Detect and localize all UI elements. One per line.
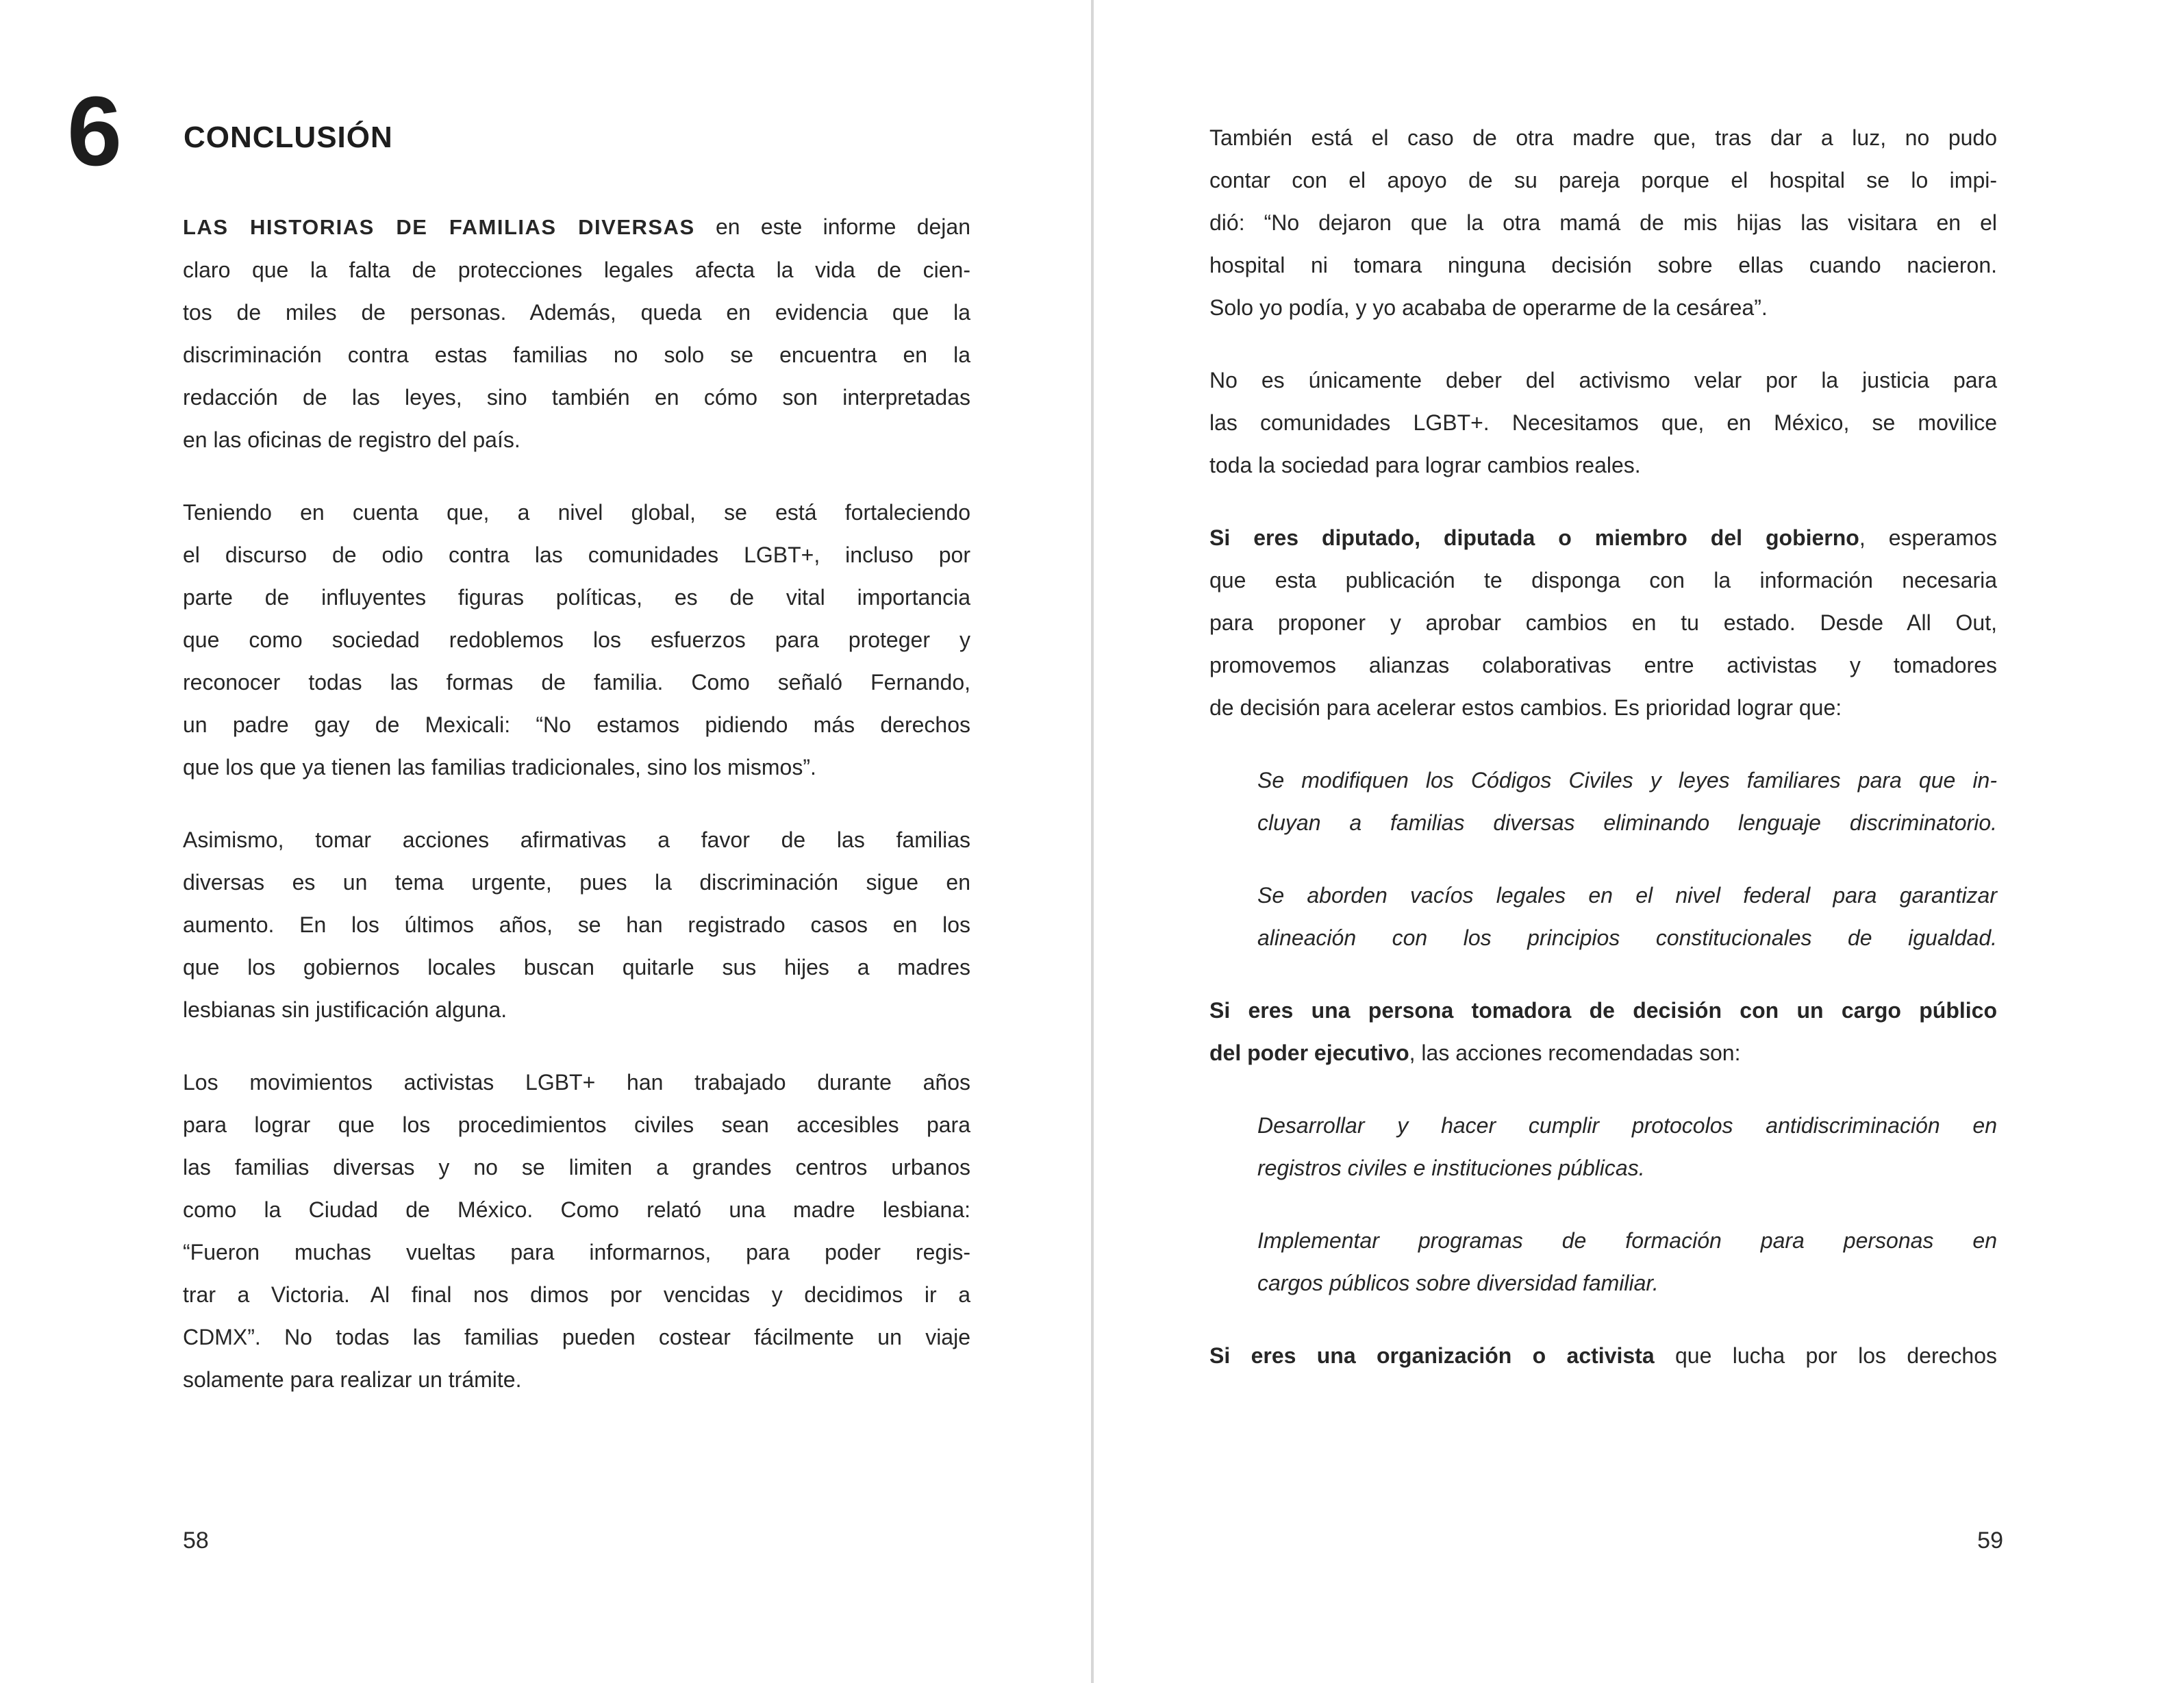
text-line: un padre gay de Mexicali: “No estamos pidiendo más derechos [183, 712, 970, 737]
text-line: Solo yo podía, y yo acababa de operarme de la cesárea”. [1209, 295, 1768, 320]
text-line: También está el caso de otra madre que, tras dar a luz, no pudo [1209, 125, 1997, 150]
text-line: solamente para realizar un trámite. [183, 1367, 522, 1392]
text-line: las familias diversas y no se limiten a grandes centros urbanos [183, 1155, 970, 1180]
text-line: el discurso de odio contra las comunidades LGBT+, incluso por [183, 543, 970, 567]
text-line: parte de influyentes figuras políticas, es de vital importancia [183, 585, 970, 610]
text-line: alineación con los principios constitucionales de igualdad. [1257, 925, 1997, 950]
page-number-left: 58 [183, 1528, 209, 1554]
left-text-column [183, 205, 970, 1431]
recommendation-item [1209, 874, 1997, 959]
paragraph-lead: Si eres una persona tomadora de decisión con un cargo público [1209, 998, 1997, 1023]
text-run: , las acciones recomendadas son: [1409, 1040, 1741, 1065]
text-line: claro que la falta de protecciones legales afecta la vida de cien- [183, 258, 970, 282]
text-line: hospital ni tomara ninguna decisión sobre ellas cuando nacieron. [1209, 253, 1997, 277]
text-line [1209, 1334, 1997, 1377]
paragraph [1209, 516, 1997, 729]
text-line: CDMX”. No todas las familias pueden costear fácilmente un viaje [183, 1325, 970, 1349]
text-line: las comunidades LGBT+. Necesitamos que, en México, se movilice [1209, 410, 1997, 435]
text-line: lesbianas sin justificación alguna. [183, 997, 507, 1022]
text-line: diversas es un tema urgente, pues la discriminación sigue en [183, 870, 970, 895]
text-line: cargos públicos sobre diversidad familiar. [1257, 1271, 1659, 1295]
right-text-column [1209, 116, 1997, 1407]
text-line: Teniendo en cuenta que, a nivel global, se está fortaleciendo [183, 500, 970, 525]
paragraph [1209, 116, 1997, 329]
paragraph [183, 819, 970, 1031]
text-line: que los gobiernos locales buscan quitarle sus hijes a madres [183, 955, 970, 980]
text-line: como la Ciudad de México. Como relató una madre lesbiana: [183, 1197, 970, 1222]
text-line: “Fueron muchas vueltas para informarnos, para poder regis- [183, 1240, 970, 1264]
paragraph [1209, 359, 1997, 486]
chapter-number: 6 [67, 76, 121, 186]
paragraph-lead: LAS HISTORIAS DE FAMILIAS DIVERSAS [183, 215, 695, 239]
text-line: toda la sociedad para lograr cambios reales. [1209, 453, 1641, 477]
paragraph [183, 1061, 970, 1401]
text-line: Los movimientos activistas LGBT+ han trabajado durante años [183, 1070, 970, 1095]
text-line: No es únicamente deber del activismo velar por la justicia para [1209, 368, 1997, 392]
text-line [1209, 989, 1997, 1032]
text-line: discriminación contra estas familias no solo se encuentra en la [183, 342, 970, 367]
text-line [183, 205, 970, 249]
chapter-heading: CONCLUSIÓN [184, 121, 393, 154]
paragraph [1209, 1334, 1997, 1377]
text-line: contar con el apoyo de su pareja porque el hospital se lo impi- [1209, 168, 1997, 192]
text-line: para proponer y aprobar cambios en tu estado. Desde All Out, [1209, 610, 1997, 635]
recommendation-item [1209, 1104, 1997, 1189]
paragraph-lead: del poder ejecutivo [1209, 1040, 1409, 1065]
text-line: en las oficinas de registro del país. [183, 427, 520, 452]
text-line: cluyan a familias diversas eliminando lenguaje discriminatorio. [1257, 810, 1997, 835]
text-line: para lograr que los procedimientos civiles sean accesibles para [183, 1112, 970, 1137]
text-line: de decisión para acelerar estos cambios. Es prioridad lograr que: [1209, 695, 1842, 720]
paragraph [183, 205, 970, 461]
paragraph [183, 491, 970, 788]
text-line: dió: “No dejaron que la otra mamá de mis hijas las visitara en el [1209, 210, 1997, 235]
recommendation-item [1209, 759, 1997, 844]
text-line: reconocer todas las formas de familia. Como señaló Fernando, [183, 670, 970, 695]
recommendation-item [1209, 1219, 1997, 1304]
page-divider [1091, 0, 1094, 1683]
text-line: aumento. En los últimos años, se han registrado casos en los [183, 912, 970, 937]
text-line: que los que ya tienen las familias tradicionales, sino los mismos”. [183, 755, 816, 780]
text-line: redacción de las leyes, sino también en cómo son interpretadas [183, 385, 970, 410]
text-line: promovemos alianzas colaborativas entre activistas y tomadores [1209, 653, 1997, 677]
text-line: que como sociedad redoblemos los esfuerzos para proteger y [183, 627, 970, 652]
text-line: Implementar programas de formación para personas en [1257, 1228, 1997, 1253]
text-line [1209, 516, 1997, 559]
text-run: que lucha por los derechos [1654, 1343, 1998, 1368]
text-line: Asimismo, tomar acciones afirmativas a favor de las familias [183, 827, 970, 852]
paragraph-lead: Si eres diputado, diputada o miembro del gobierno [1209, 525, 1859, 550]
page-number-right: 59 [1977, 1528, 2003, 1554]
text-run: , esperamos [1859, 525, 1998, 550]
paragraph-lead: Si eres una organización o activista [1209, 1343, 1655, 1368]
text-line: que esta publicación te disponga con la información necesaria [1209, 568, 1997, 593]
text-line: Desarrollar y hacer cumplir protocolos antidiscriminación en [1257, 1113, 1997, 1138]
text-line: registros civiles e instituciones públicas. [1257, 1156, 1645, 1180]
text-line: tos de miles de personas. Además, queda en evidencia que la [183, 300, 970, 325]
text-line [1209, 1032, 1997, 1074]
text-line: Se aborden vacíos legales en el nivel federal para garantizar [1257, 883, 1997, 908]
text-run: en este informe dejan [694, 214, 970, 239]
paragraph [1209, 989, 1997, 1074]
text-line: trar a Victoria. Al final nos dimos por vencidas y decidimos ir a [183, 1282, 970, 1307]
text-line: Se modifiquen los Códigos Civiles y leyes familiares para que in- [1257, 768, 1997, 793]
